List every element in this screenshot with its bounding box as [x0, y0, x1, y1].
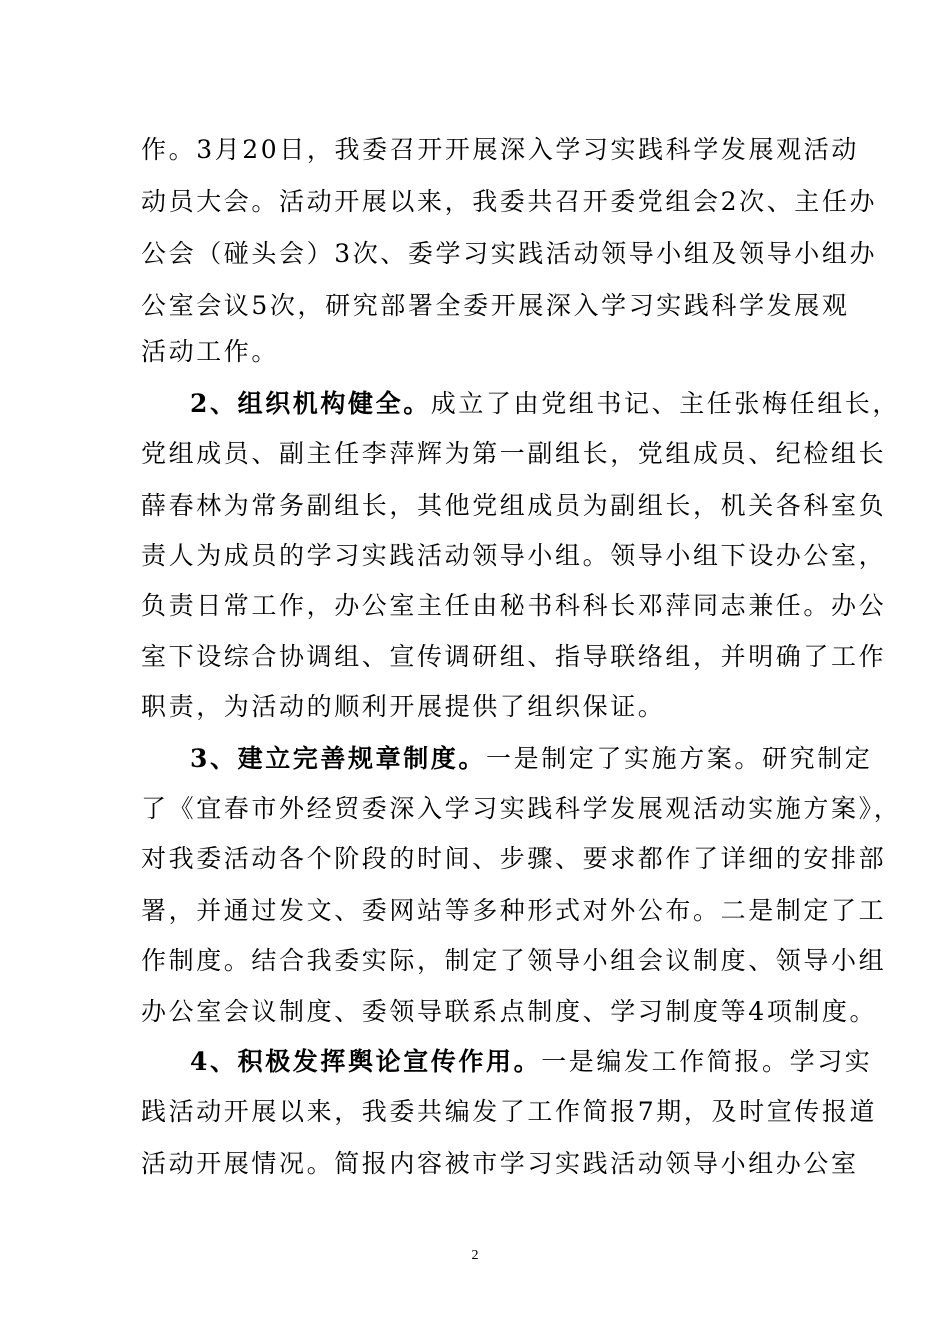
paragraph-2-line-2: 党组成员、副主任李萍辉为第一副组长，党组成员、纪检组长: [141, 439, 887, 468]
paragraph-4-line-1: [190, 1036, 873, 1088]
paragraph-4-heading: 4、积极发挥舆论宣传作用。: [190, 1047, 542, 1076]
paragraph-2-line-3: 薛春林为常务副组长，其他党组成员为副组长，机关各科室负: [141, 491, 887, 520]
paragraph-2-line-7: 职责，为活动的顺利开展提供了组织保证。: [141, 692, 666, 721]
paragraph-3-line-5: 作制度。结合我委实际，制定了领导小组会议制度、领导小组: [141, 946, 887, 975]
paragraph-1-line-2: 动员大会。活动开展以来，我委共召开委党组会2次、主任办: [141, 187, 878, 216]
paragraph-3-line-6: 办公室会议制度、委领导联系点制度、学习制度等4项制度。: [141, 997, 878, 1026]
paragraph-2-line-1: [190, 378, 900, 430]
paragraph-1-line-3: 公会（碰头会）3次、委学习实践活动领导小组及领导小组办: [141, 239, 878, 268]
paragraph-1-line-5: 活动工作。: [141, 337, 280, 366]
paragraph-3-heading: 3、建立完善规章制度。: [190, 744, 486, 773]
paragraph-3-line-4: 署，并通过发文、委网站等多种形式对外公布。二是制定了工: [141, 896, 887, 925]
page-number: 2: [471, 1248, 479, 1263]
paragraph-4-line-2: 践活动开展以来，我委共编发了工作简报7期，及时宣传报道: [141, 1097, 878, 1126]
paragraph-3-line-3: 对我委活动各个阶段的时间、步骤、要求都作了详细的安排部: [141, 844, 887, 873]
paragraph-1-line-1: 作。3月20日，我委召开开展深入学习实践科学发展观活动: [141, 135, 859, 164]
paragraph-3-line-1-text: 一是制定了实施方案。研究制定: [486, 744, 873, 773]
paragraph-2-line-6: 室下设综合协调组、宣传调研组、指导联络组，并明确了工作: [141, 642, 887, 671]
paragraph-2-line-5: 负责日常工作，办公室主任由秘书科科长邓萍同志兼任。办公: [141, 591, 887, 620]
paragraph-2-heading: 2、组织机构健全。: [190, 389, 431, 418]
paragraph-4-line-3: 活动开展情况。简报内容被市学习实践活动领导小组办公室: [141, 1149, 859, 1178]
paragraph-4-line-1-text: 一是编发工作简报。学习实: [541, 1047, 873, 1076]
paragraph-3-line-2: 了《宜春市外经贸委深入学习实践科学发展观活动实施方案》，: [141, 794, 902, 823]
paragraph-2-line-4: 责人为成员的学习实践活动领导小组。领导小组下设办公室，: [141, 541, 887, 570]
paragraph-2-line-1-text: 成立了由党组书记、主任张梅任组长，: [430, 389, 900, 418]
paragraph-1-line-4: 公室会议5次，研究部署全委开展深入学习实践科学发展观: [141, 291, 850, 320]
paragraph-3-line-1: [190, 733, 873, 785]
